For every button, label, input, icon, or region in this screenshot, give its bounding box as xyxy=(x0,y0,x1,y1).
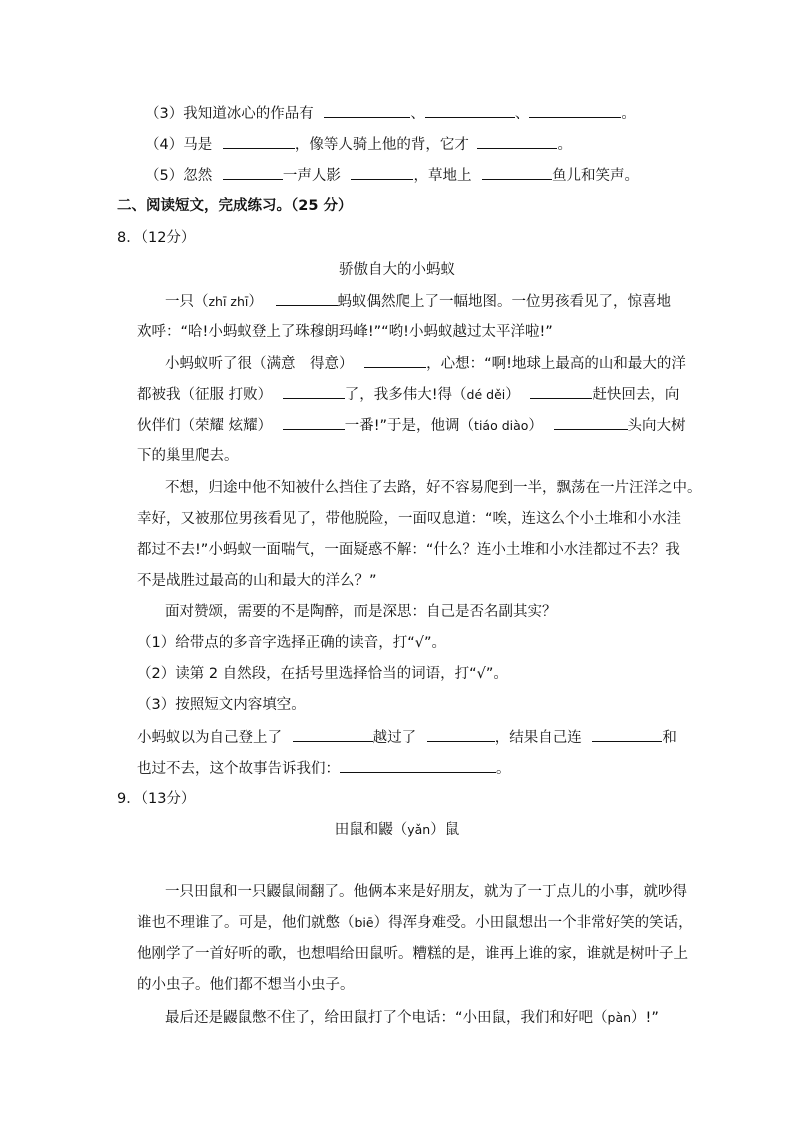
paragraph-line: 下的巢里爬去。 xyxy=(137,448,239,464)
question-7-5: （5）忽然 一声人影 ，草地上 鱼儿和笑声。 xyxy=(145,165,639,186)
answer-blank[interactable] xyxy=(425,103,515,118)
answer-blank[interactable] xyxy=(276,291,338,306)
paragraph-line: 不想，归途中他不知被什么挡住了去路，好不容易爬到一半，飘荡在一片汪洋之中。 xyxy=(165,480,702,496)
paragraph-line: 欢呼：“哈!小蚂蚁登上了珠穆朗玛峰!”“哟!小蚂蚁越过太平洋啦!” xyxy=(137,324,553,340)
paragraph-line: 幸好，又被那位男孩看见了，带他脱险，一面叹息道：“唉，连这么个小土堆和小水洼 xyxy=(137,511,682,527)
question-7-4: （4）马是 ，像等人骑上他的背，它才 。 xyxy=(145,134,572,155)
sub-question-2: （2）读第 2 自然段，在括号里选择恰当的词语，打“√”。 xyxy=(137,666,508,682)
question-8-number: 8．（12分） xyxy=(117,230,196,246)
paragraph-line: 一只（zhī zhī） 蚂蚁偶然爬上了一幅地图。一位男孩看见了，惊喜地 xyxy=(165,291,671,312)
paragraph-line: 都过不去!”小蚂蚁一面喘气，一面疑惑不解：“什么？连小土堆和小水洼都过不去？我 xyxy=(137,542,680,558)
passage-title: 田鼠和鼹（yǎn）鼠 xyxy=(334,822,460,838)
answer-blank[interactable] xyxy=(554,415,628,430)
answer-blank[interactable] xyxy=(283,415,345,430)
sub-question-3: （3）按照短文内容填空。 xyxy=(137,697,306,713)
paragraph-line: 的小虫子。他们都不想当小虫子。 xyxy=(137,977,355,993)
sub-question-1: （1）给带点的多音字选择正确的读音，打“√”。 xyxy=(137,635,446,651)
section-heading: 二、阅读短文，完成练习。（25 分） xyxy=(117,198,353,214)
paragraph-line: 小蚂蚁听了很（满意 得意） ，心想：“啊!地球上最高的山和最大的洋 xyxy=(165,353,686,374)
question-9-number: 9．（13分） xyxy=(117,791,196,807)
question-7-3: （3）我知道冰心的作品有 、 、 。 xyxy=(145,103,636,124)
answer-blank[interactable] xyxy=(592,727,662,742)
passage-title: 骄傲自大的小蚂蚁 xyxy=(339,262,455,278)
answer-blank[interactable] xyxy=(351,165,413,180)
paragraph-line: 伙伴们（荣耀 炫耀） 一番!”于是，他调（tiáo diào） 头向大树 xyxy=(137,415,686,436)
paragraph-line: 最后还是鼹鼠憋不住了，给田鼠打了个电话：“小田鼠，我们和好吧（pàn）!” xyxy=(165,1010,659,1026)
paragraph-line: 他刚学了一首好听的歌，也想唱给田鼠听。糟糕的是，谁再上谁的家，谁就是树叶子上 xyxy=(137,946,688,962)
answer-blank[interactable] xyxy=(530,384,592,399)
answer-blank[interactable] xyxy=(324,103,410,118)
answer-blank[interactable] xyxy=(283,384,345,399)
paragraph-line: 面对赞颂，需要的不是陶醉，而是深思：自己是否名副其实？ xyxy=(165,604,557,620)
answer-blank[interactable] xyxy=(364,353,426,368)
fill-line: 也过不去，这个故事告诉我们： 。 xyxy=(137,758,511,779)
answer-blank[interactable] xyxy=(529,103,621,118)
answer-blank[interactable] xyxy=(340,758,496,773)
paragraph-line: 都被我（征服 打败） 了，我多伟大!得（dé děi） 赶快回去，向 xyxy=(137,384,679,405)
answer-blank[interactable] xyxy=(427,727,495,742)
paragraph-line: 谁也不理谁了。可是，他们就憋（biē）得浑身难受。小田鼠想出一个非常好笑的笑话， xyxy=(137,915,693,931)
answer-blank[interactable] xyxy=(223,134,295,149)
paragraph-line: 不是战胜过最高的山和最大的洋么？” xyxy=(137,573,377,589)
fill-line: 小蚂蚁以为自己登上了 越过了 ，结果自己连 和 xyxy=(137,727,677,748)
answer-blank[interactable] xyxy=(477,134,557,149)
answer-blank[interactable] xyxy=(482,165,552,180)
answer-blank[interactable] xyxy=(223,165,283,180)
paragraph-line: 一只田鼠和一只鼹鼠闹翻了。他俩本来是好朋友，就为了一丁点儿的小事，就吵得 xyxy=(165,884,687,900)
answer-blank[interactable] xyxy=(293,727,373,742)
